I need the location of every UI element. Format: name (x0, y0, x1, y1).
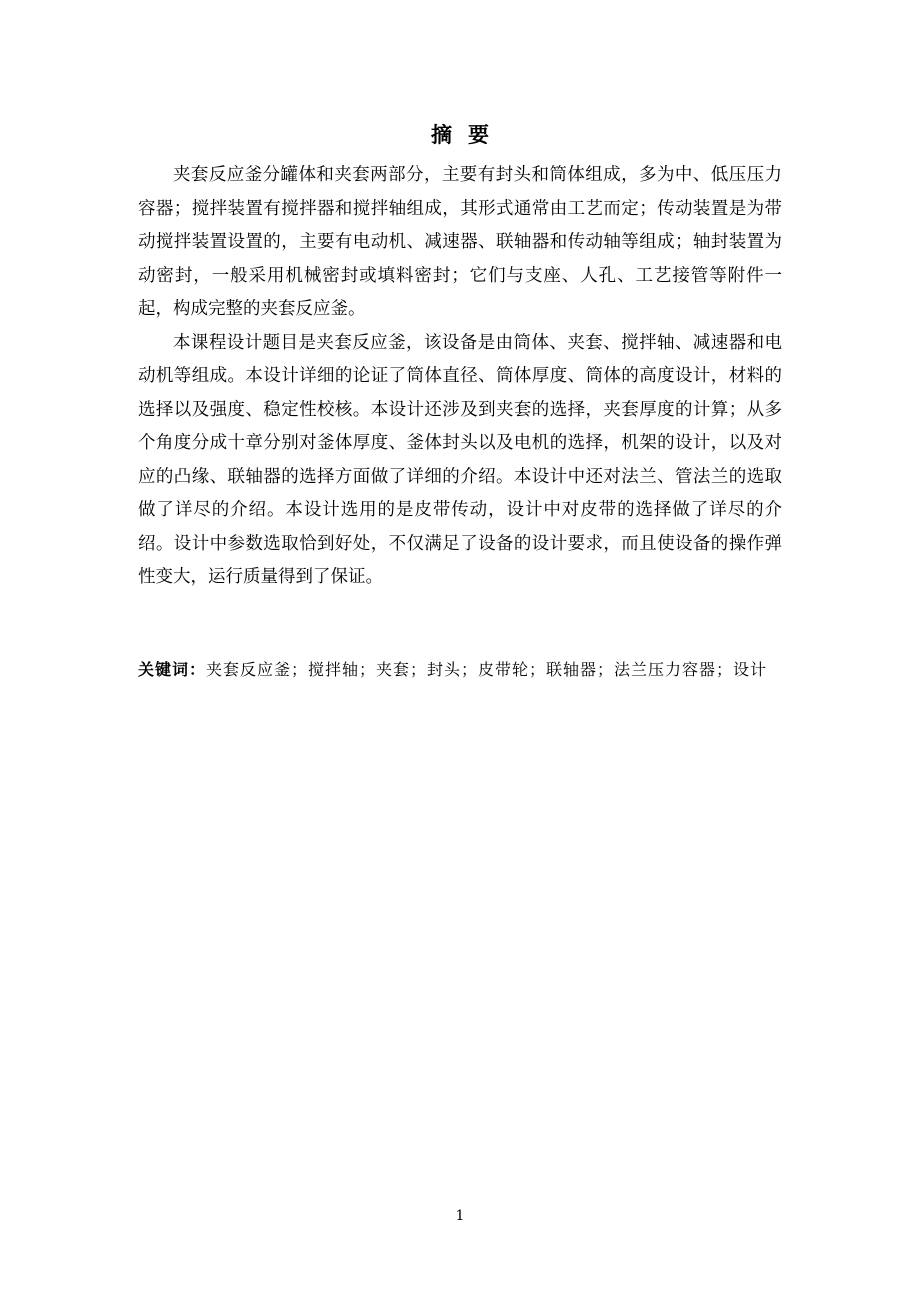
abstract-paragraph-2: 本课程设计题目是夹套反应釜，该设备是由筒体、夹套、搅拌轴、减速器和电动机等组成。本设计详细的论证了筒体直径、筒体厚度、筒体的高度设计，材料的选择以及强度、稳定性校核。本设计还涉及到夹套的选择，夹套厚度的计算；从多个角度分成十章分别对釜体厚度、釜体封头以及电机的选择，机架的设计，以及对应的凸缘、联轴器的选择方面做了详细的介绍。本设计中还对法兰、管法兰的选取做了详尽的介绍。本设计选用的是皮带传动，设计中对皮带的选择做了详尽的介绍。设计中参数选取恰到好处，不仅满足了设备的设计要求，而且使设备的操作弹性变大，运行质量得到了保证。 (138, 332, 782, 587)
abstract-paragraph-1: 夹套反应釜分罐体和夹套两部分，主要有封头和筒体组成，多为中、低压压力容器；搅拌装置有搅拌器和搅拌轴组成，其形式通常由工艺而定；传动装置是为带动搅拌装置设置的，主要有电动机、减速器、联轴器和传动轴等组成；轴封装置为动密封，一般采用机械密封或填料密封；它们与支座、人孔、工艺接管等附件一起，构成完整的夹套反应釜。 (138, 165, 782, 319)
abstract-title: 摘要 (431, 123, 505, 147)
page-number: 1 (455, 1208, 465, 1224)
keywords-label: 关键词： (138, 660, 207, 679)
abstract-body (138, 159, 782, 595)
keywords-text: 夹套反应釜；搅拌轴；夹套；封头；皮带轮；联轴器；法兰压力容器；设计 (206, 660, 768, 679)
keywords-line (138, 656, 782, 683)
